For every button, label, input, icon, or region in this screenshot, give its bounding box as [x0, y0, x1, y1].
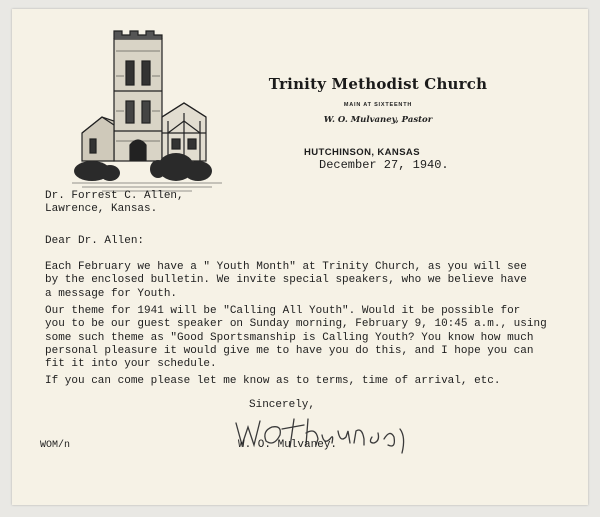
closing: Sincerely, — [249, 399, 316, 411]
body-line: by the enclosed bulletin. We invite special speakers, who we believe have — [45, 274, 527, 287]
recipient-address — [45, 190, 184, 217]
body-line: Our theme for 1941 will be "Calling All Youth". Would it be possible for — [45, 305, 521, 317]
church-address: MAIN AT SIXTEENTH — [343, 102, 413, 108]
letter-page — [12, 9, 588, 505]
recipient-line: Dr. Forrest C. Allen, — [45, 190, 184, 202]
body-line: a message for Youth. — [45, 287, 178, 300]
church-illustration — [72, 21, 232, 201]
reference-initials: WOM/n — [40, 440, 71, 451]
body-paragraph-2 — [45, 305, 547, 371]
body-line: some such theme as "Good Sportsmanship is Calling Youth? You know how much — [45, 331, 534, 344]
typed-signature-name: W. O. Mulvaney. — [238, 439, 338, 451]
body-line: Each February we have a " Youth Month" at Trinity Church, as you will see — [45, 261, 527, 273]
church-city: HUTCHINSON, KANSAS — [304, 147, 420, 158]
body-paragraph-1 — [45, 261, 527, 301]
body-line: you to be our guest speaker on Sunday morning, February 9, 10:45 a.m., using — [45, 318, 547, 331]
salutation: Dear Dr. Allen: — [45, 235, 145, 247]
body-paragraph-3 — [45, 375, 500, 388]
body-line: If you can come please let me know as to terms, time of arrival, etc. — [45, 375, 501, 387]
body-line: fit it into your schedule. — [45, 358, 217, 371]
recipient-line: Lawrence, Kansas. — [45, 203, 158, 216]
letter-date: December 27, 1940. — [319, 158, 449, 172]
church-name: Trinity Methodist Church — [268, 75, 488, 93]
body-line: personal pleasure it would give me to have you do this, and I hope you can — [45, 344, 534, 357]
pastor-name: W. O. Mulvaney, Pastor — [323, 115, 433, 125]
